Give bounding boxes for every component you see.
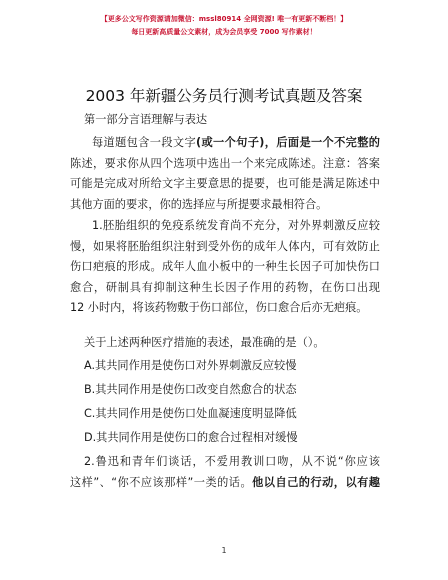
q2-line-2-text: 这样”、“你不应该那样”一类的话。 bbox=[70, 475, 253, 489]
q1-option-c: C.其共同作用是使伤口处血凝速度明显降低 bbox=[84, 407, 297, 420]
q1-line-2: 慢，如果将胚胎组织注射到受外伤的成年人体内，可有效防止 bbox=[70, 239, 380, 253]
instructions-line-2: 陈述，要求你从四个选项中选出一个来完成陈述。注意：答案 bbox=[70, 156, 380, 170]
instructions-line-4: 其他方面的要求，你的选择应与所提要求最相符合。 bbox=[70, 197, 328, 211]
q2-line-2 bbox=[70, 473, 380, 494]
instructions-text: 每道题包含一段文字 bbox=[92, 136, 197, 149]
page-number: 1 bbox=[221, 546, 227, 555]
instructions-line-1 bbox=[70, 133, 380, 154]
document-title: 2003 年新疆公务员行测考试真题及答案 bbox=[85, 87, 363, 105]
q1-option-a: A.其共同作用是使伤口对外界刺激反应较慢 bbox=[84, 359, 297, 372]
promo-banner-line2: 每日更新高质量公文素材，成为会员享受 7000 写作素材！ bbox=[131, 28, 317, 36]
question-1-stem: 关于上述两种医疗措施的表述，最准确的是（）。 bbox=[84, 336, 325, 349]
promo-banner-line1: 【更多公文写作资源请加微信：mssl80914 全网资源! 唯一有更新不断档！】 bbox=[100, 15, 348, 23]
instructions-line-3: 可能是完成对所给文字主要意思的提要，也可能是满足陈述中 bbox=[70, 177, 380, 190]
q1-line-4: 愈合，研制具有抑制这种生长因子作用的药物，在伤口出现 bbox=[70, 280, 380, 294]
q1-option-b: B.其共同作用是使伤口改变自然愈合的状态 bbox=[84, 383, 297, 396]
q1-option-d: D.其共同作用是使伤口的愈合过程相对缓慢 bbox=[84, 431, 298, 444]
section-heading: 第一部分言语理解与表达 bbox=[84, 113, 208, 126]
question-1-passage bbox=[70, 216, 380, 319]
instructions-emphasis-2: ，后面是一个不完整的 bbox=[264, 136, 380, 149]
q2-line-2-emphasis: 他以自己的行动，以有趣 bbox=[252, 475, 380, 489]
instructions-paragraph bbox=[70, 133, 380, 215]
q2-line-1: 2.鲁迅和青年们谈话，不爱用教训口吻，从不说“你应该 bbox=[84, 455, 380, 468]
q1-line-5: 12 小时内，将该药物敷于伤口部位，伤口愈合后亦无疤痕。 bbox=[70, 301, 368, 314]
instructions-emphasis: (或一个句子) bbox=[196, 136, 265, 149]
q1-line-3: 伤口疤痕的形成。成年人血小板中的一种生长因子可加快伤口 bbox=[70, 260, 380, 273]
question-2-passage bbox=[70, 452, 380, 493]
q1-line-1: 1.胚胎组织的免疫系统发育尚不充分，对外界刺激反应较 bbox=[92, 219, 380, 232]
